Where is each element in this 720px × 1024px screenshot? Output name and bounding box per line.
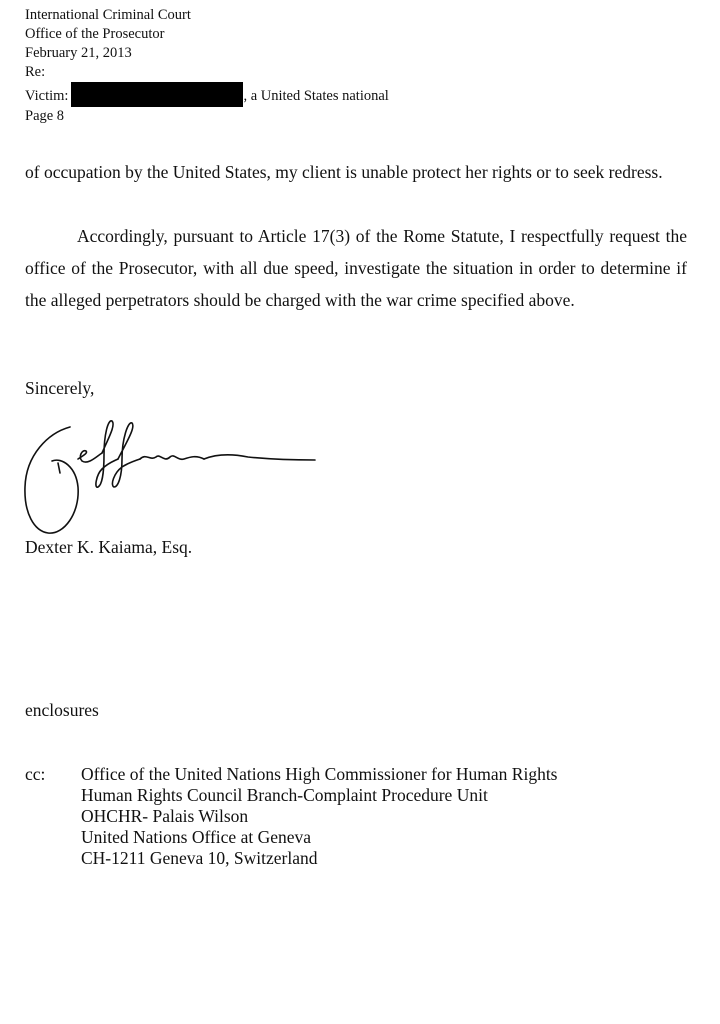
letter-header (25, 6, 389, 126)
cc-line: Human Rights Council Branch-Complaint Procedure Unit (81, 785, 488, 805)
cc-recipient-list (81, 764, 558, 869)
header-re: Re: (25, 64, 46, 80)
body-paragraph-1: of occupation by the United States, my client is unable protect her rights or to seek redress. (25, 162, 663, 182)
header-page-number: Page 8 (25, 108, 65, 124)
closing-salutation: Sincerely, (25, 378, 95, 398)
cc-label: cc: (25, 764, 46, 784)
header-date: February 21, 2013 (25, 45, 132, 61)
cc-line: United Nations Office at Geneva (81, 827, 312, 847)
body-paragraph-2: Accordingly, pursuant to Article 17(3) of the Rome Statute, I respectfully request the office of the Prosecutor, with all due speed, investigate the situation in order to determine if the alleged perpetrators should be charged with the war crime specified above. (25, 226, 687, 310)
header-victim-line (25, 82, 389, 107)
enclosures-note: enclosures (25, 700, 99, 720)
signer-name: Dexter K. Kaiama, Esq. (25, 537, 193, 557)
cc-line: OHCHR- Palais Wilson (81, 806, 249, 826)
cc-line: Office of the United Nations High Commissioner for Human Rights (81, 764, 558, 784)
redaction-block (71, 82, 243, 107)
cc-line: CH-1211 Geneva 10, Switzerland (81, 848, 318, 868)
victim-label: Victim: (25, 88, 69, 104)
handwritten-signature (18, 415, 328, 540)
victim-suffix: , a United States national (243, 88, 389, 104)
header-office: Office of the Prosecutor (25, 26, 165, 42)
header-organization: International Criminal Court (25, 7, 191, 23)
